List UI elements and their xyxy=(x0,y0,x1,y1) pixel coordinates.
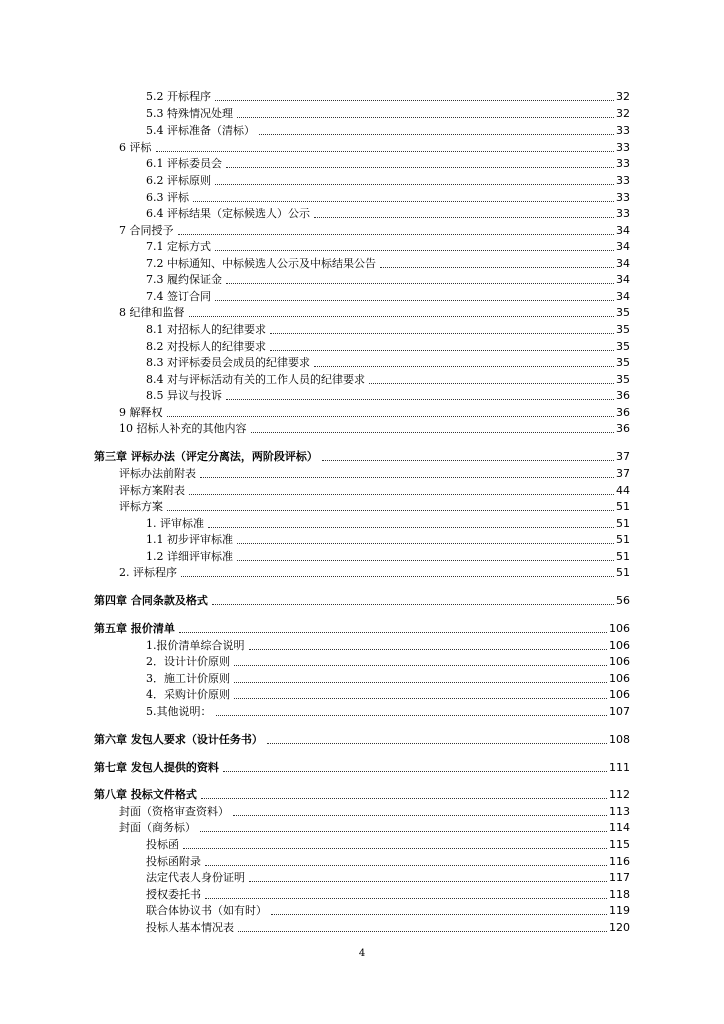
toc-entry[interactable]: 2. 评标程序 51 xyxy=(119,566,630,579)
toc-entry[interactable]: 6.3 评标 33 xyxy=(146,191,630,204)
toc-chapter[interactable]: 第四章 合同条款及格式 56 xyxy=(94,594,630,607)
toc-entry[interactable]: 法定代表人身份证明 117 xyxy=(146,871,630,884)
toc-entry[interactable]: 评标方案附表 44 xyxy=(119,484,630,497)
toc-entry[interactable]: 6.2 评标原则 33 xyxy=(146,174,630,187)
toc-entry[interactable]: 投标函附录 116 xyxy=(146,855,630,868)
toc-entry[interactable]: 4．采购计价原则 106 xyxy=(146,688,630,701)
toc-entry[interactable]: 投标人基本情况表 120 xyxy=(146,921,630,934)
toc-entry[interactable]: 10 招标人补充的其他内容 36 xyxy=(119,422,630,435)
toc-entry[interactable]: 1.报价清单综合说明 106 xyxy=(146,639,630,652)
toc-entry[interactable]: 评标办法前附表 37 xyxy=(119,467,630,480)
toc-chapter[interactable]: 第三章 评标办法（评定分离法，两阶段评标） 37 xyxy=(94,450,630,463)
toc-entry[interactable]: 授权委托书 118 xyxy=(146,888,630,901)
toc-entry[interactable]: 8.5 异议与投诉 36 xyxy=(146,389,630,402)
toc-entry[interactable]: 7.1 定标方式 34 xyxy=(146,240,630,253)
toc-entry[interactable]: 6 评标 33 xyxy=(119,141,630,154)
toc-entry[interactable]: 6.4 评标结果（定标候选人）公示 33 xyxy=(146,207,630,220)
toc-chapter[interactable]: 第八章 投标文件格式 112 xyxy=(94,788,630,801)
toc-entry[interactable]: 2．设计计价原则 106 xyxy=(146,655,630,668)
toc-entry[interactable]: 1. 评审标准 51 xyxy=(146,517,630,530)
page-number: 4 xyxy=(358,948,366,959)
toc-entry[interactable]: 7.4 签订合同 34 xyxy=(146,290,630,303)
toc-entry[interactable]: 5.2 开标程序 32 xyxy=(146,90,630,103)
toc-entry[interactable]: 8.4 对与评标活动有关的工作人员的纪律要求 35 xyxy=(146,373,630,386)
toc-entry[interactable]: 5.3 特殊情况处理 32 xyxy=(146,107,630,120)
toc-chapter[interactable]: 第五章 报价清单 106 xyxy=(94,622,630,635)
toc-entry[interactable]: 8.1 对招标人的纪律要求 35 xyxy=(146,323,630,336)
toc-chapter[interactable]: 第六章 发包人要求（设计任务书） 108 xyxy=(94,733,630,746)
toc-entry[interactable]: 8.3 对评标委员会成员的纪律要求 35 xyxy=(146,356,630,369)
toc-entry[interactable]: 封面（商务标） 114 xyxy=(119,821,630,834)
toc-entry[interactable]: 7 合同授予 34 xyxy=(119,224,630,237)
toc-entry[interactable]: 联合体协议书（如有时） 119 xyxy=(146,904,630,917)
toc-entry[interactable]: 5.4 评标准备（清标） 33 xyxy=(146,124,630,137)
toc-entry[interactable]: 8.2 对投标人的纪律要求 35 xyxy=(146,340,630,353)
toc-entry[interactable]: 6.1 评标委员会 33 xyxy=(146,157,630,170)
toc-entry[interactable]: 8 纪律和监督 35 xyxy=(119,306,630,319)
toc-entry[interactable]: 3．施工计价原则 106 xyxy=(146,672,630,685)
toc-entry[interactable]: 1.2 详细评审标准 51 xyxy=(146,550,630,563)
toc-chapter[interactable]: 第七章 发包人提供的资料 111 xyxy=(94,761,630,774)
toc-entry[interactable]: 投标函 115 xyxy=(146,838,630,851)
toc-entry[interactable]: 评标方案 51 xyxy=(119,500,630,513)
toc-entry[interactable]: 7.2 中标通知、中标候选人公示及中标结果公告 34 xyxy=(146,257,630,270)
toc-entry[interactable]: 封面（资格审查资料） 113 xyxy=(119,805,630,818)
toc-entry[interactable]: 9 解释权 36 xyxy=(119,406,630,419)
toc-entry[interactable]: 5.其他说明： 107 xyxy=(146,705,630,718)
toc-entry[interactable]: 1.1 初步评审标准 51 xyxy=(146,533,630,546)
toc-entry[interactable]: 7.3 履约保证金 34 xyxy=(146,273,630,286)
